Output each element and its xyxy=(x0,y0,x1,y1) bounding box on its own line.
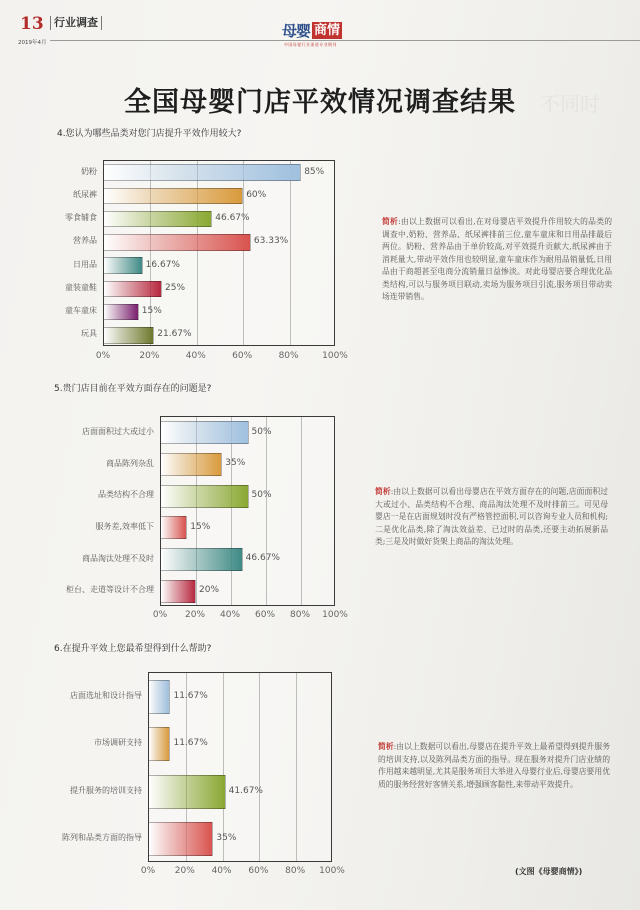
page-header xyxy=(0,0,640,60)
category-label: 提升服务的培训支持 xyxy=(70,785,142,795)
bar-value-label: 46.67% xyxy=(245,553,280,564)
bar-value-label: 60% xyxy=(246,189,267,200)
bar-value-label: 41.67% xyxy=(228,785,263,796)
bar-row xyxy=(104,234,336,251)
x-tick-label: 80% xyxy=(285,866,306,876)
category-label: 服务差,效率低下 xyxy=(95,521,154,531)
bar-value-label: 15% xyxy=(190,521,211,532)
x-tick-label: 0% xyxy=(95,351,111,361)
x-tick-label: 40% xyxy=(219,610,241,620)
logo-text-badge: 商情 xyxy=(314,23,341,38)
bar-value-label: 15% xyxy=(141,306,162,317)
gridline xyxy=(196,417,197,605)
header-divider xyxy=(50,40,640,41)
x-tick-label: 60% xyxy=(254,610,276,620)
analysis-lead: 简析 xyxy=(375,487,391,496)
bar-row xyxy=(161,453,336,476)
category-label: 童车童床 xyxy=(65,306,97,316)
question-6: 6.在提升平效上您最希望得到什么帮助? xyxy=(54,644,212,654)
credit-line: (文图《母婴商情》) xyxy=(515,867,583,876)
bar-row xyxy=(149,822,333,856)
bar-value-label: 16.67% xyxy=(145,259,180,270)
bar-value-label: 35% xyxy=(216,833,237,844)
page-title: 全国母婴门店平效情况调查结果 xyxy=(124,87,516,118)
category-label: 童装童鞋 xyxy=(65,282,97,292)
category-label: 纸尿裤 xyxy=(73,189,97,199)
x-tick-label: 0% xyxy=(152,610,168,620)
plot-area xyxy=(103,160,335,346)
page-number: 13 xyxy=(20,14,44,34)
gridline xyxy=(231,417,232,605)
bar-row xyxy=(149,775,333,809)
bar-value-label: 63.33% xyxy=(253,236,289,247)
x-tick-label: 20% xyxy=(174,866,195,876)
question-4: 4.您认为哪些品类对您门店提升平效作用较大? xyxy=(57,129,242,139)
bar-row xyxy=(104,304,336,321)
plot-area xyxy=(148,672,332,862)
bar-row xyxy=(104,327,336,344)
x-tick-label: 60% xyxy=(232,351,253,361)
plot-area xyxy=(160,416,335,606)
bleed-through-text: 不同时 xyxy=(540,92,600,116)
x-tick-label: 100% xyxy=(319,866,345,876)
bar xyxy=(161,453,222,476)
bar xyxy=(104,211,212,228)
x-tick-label: 60% xyxy=(248,866,269,876)
x-tick-label: 100% xyxy=(322,610,348,620)
x-tick-label: 80% xyxy=(289,610,311,620)
bar xyxy=(161,421,249,444)
section-tag: 行业调查 xyxy=(50,16,102,30)
bar xyxy=(104,188,243,205)
category-label: 陈列和品类方面的指导 xyxy=(62,833,142,843)
x-tick-label: 0% xyxy=(140,866,156,876)
bar-row xyxy=(161,516,336,539)
bar-value-label: 21.67% xyxy=(157,329,192,340)
category-label: 日用品 xyxy=(73,259,97,269)
bar-row xyxy=(104,164,336,181)
bar-row xyxy=(161,580,336,603)
bar-row xyxy=(161,421,336,444)
bar xyxy=(149,775,226,809)
bar-value-label: 11.67% xyxy=(173,690,208,701)
category-label: 柜台、走道等设计不合理 xyxy=(66,585,154,595)
bar xyxy=(161,580,196,603)
bar-value-label: 35% xyxy=(225,458,246,469)
question-5: 5.贵门店目前在平效方面存在的问题是? xyxy=(54,384,212,394)
x-tick-label: 40% xyxy=(211,866,232,876)
logo-text-primary: 母婴 xyxy=(282,22,311,40)
x-tick-label: 40% xyxy=(185,351,206,361)
bar-row xyxy=(161,548,336,571)
bar xyxy=(104,164,301,181)
bar xyxy=(104,304,139,321)
category-label: 商品陈列杂乱 xyxy=(106,458,154,468)
bar-value-label: 11.67% xyxy=(173,738,208,749)
logo-subtitle: 中国母婴行业渠道专业期刊 xyxy=(284,42,337,47)
category-label: 店面面积过大或过小 xyxy=(82,426,154,436)
bar-value-label: 20% xyxy=(199,585,220,596)
bar xyxy=(149,822,213,856)
category-label: 零食辅食 xyxy=(65,213,97,223)
x-tick-label: 100% xyxy=(322,351,348,361)
magazine-logo xyxy=(282,20,342,41)
category-label: 商品淘汰处理不及时 xyxy=(82,553,154,563)
x-tick-label: 20% xyxy=(184,610,206,620)
bar-value-label: 85% xyxy=(304,166,325,177)
analysis-lead: 简析 xyxy=(378,742,394,751)
bar-row xyxy=(104,188,336,205)
bar-row xyxy=(149,727,333,761)
analysis-body: :由以上数据可以看出,在对母婴店平效提升作用较大的品类的调查中,奶粉、营养品、纸尿裤排前三位,童车童床和日用品排最后两位。奶粉、营养品由于单价较高,对平效提升贡献大,纸尿裤由于消耗量大,带动平效作用也较明显,童车童床作为耐用品销量低,日用品由于商超甚至电商分流销量日益惨淡。对此母婴店要合理优化品类结构,可以与服务项目联动,卖场为服务项目引流,服务项目带动卖场连带销售。 xyxy=(382,217,613,301)
bar-value-label: 50% xyxy=(251,426,272,437)
bar xyxy=(104,327,154,344)
bar-row xyxy=(104,257,336,274)
analysis-q6 xyxy=(378,741,610,791)
category-label: 市场调研支持 xyxy=(94,738,142,748)
category-label: 营养品 xyxy=(73,236,97,246)
analysis-lead: 简析 xyxy=(382,217,399,226)
bar xyxy=(149,727,170,761)
bar xyxy=(104,257,143,274)
bar xyxy=(104,281,162,298)
bar-row xyxy=(104,211,336,228)
x-tick-label: 80% xyxy=(278,351,299,361)
bar-value-label: 25% xyxy=(165,282,186,293)
category-label: 店面选址和设计指导 xyxy=(70,690,142,700)
bar xyxy=(161,516,187,539)
category-label: 玩具 xyxy=(81,329,97,339)
bar-row xyxy=(104,281,336,298)
category-label: 品类结构不合理 xyxy=(98,490,154,500)
bar xyxy=(149,680,170,714)
gridline xyxy=(266,417,267,605)
bar xyxy=(161,485,249,508)
bar-value-label: 50% xyxy=(251,490,272,501)
analysis-q4 xyxy=(382,216,612,304)
category-label: 奶粉 xyxy=(81,166,97,176)
issue-date: 2019年4月 xyxy=(18,40,47,46)
bar-value-label: 46.67% xyxy=(215,213,250,224)
bar xyxy=(161,548,243,571)
analysis-body: :由以上数据可以看出,母婴店在提升平效上最希望得到提升服务的培训支持,以及陈列品类方面的指导。现在服务对提升门店业绩的作用越来越明显,尤其是服务项目大举进入母婴行业后,母婴店要用优质的服务经营好客情关系,增强顾客黏性,来带动平效提升。 xyxy=(378,742,611,789)
gridline xyxy=(301,417,302,605)
x-tick-label: 20% xyxy=(139,351,160,361)
analysis-body: :由以上数据可以看出母婴店在平效方面存在的问题,店面面积过大或过小、品类结构不合理、商品淘汰处理不及时排前三。可见母婴店一是在店面规划时没有严格管控面积,可以咨询专业人员和机构;二是优化品类,除了淘汰效益差、已过时的品类,还要主动拓展新品类;三是及时做好货架上商品的淘汰处理。 xyxy=(375,487,608,546)
bar-row xyxy=(161,485,336,508)
bar xyxy=(104,234,251,251)
bar-row xyxy=(149,680,333,714)
analysis-q5 xyxy=(375,486,608,549)
